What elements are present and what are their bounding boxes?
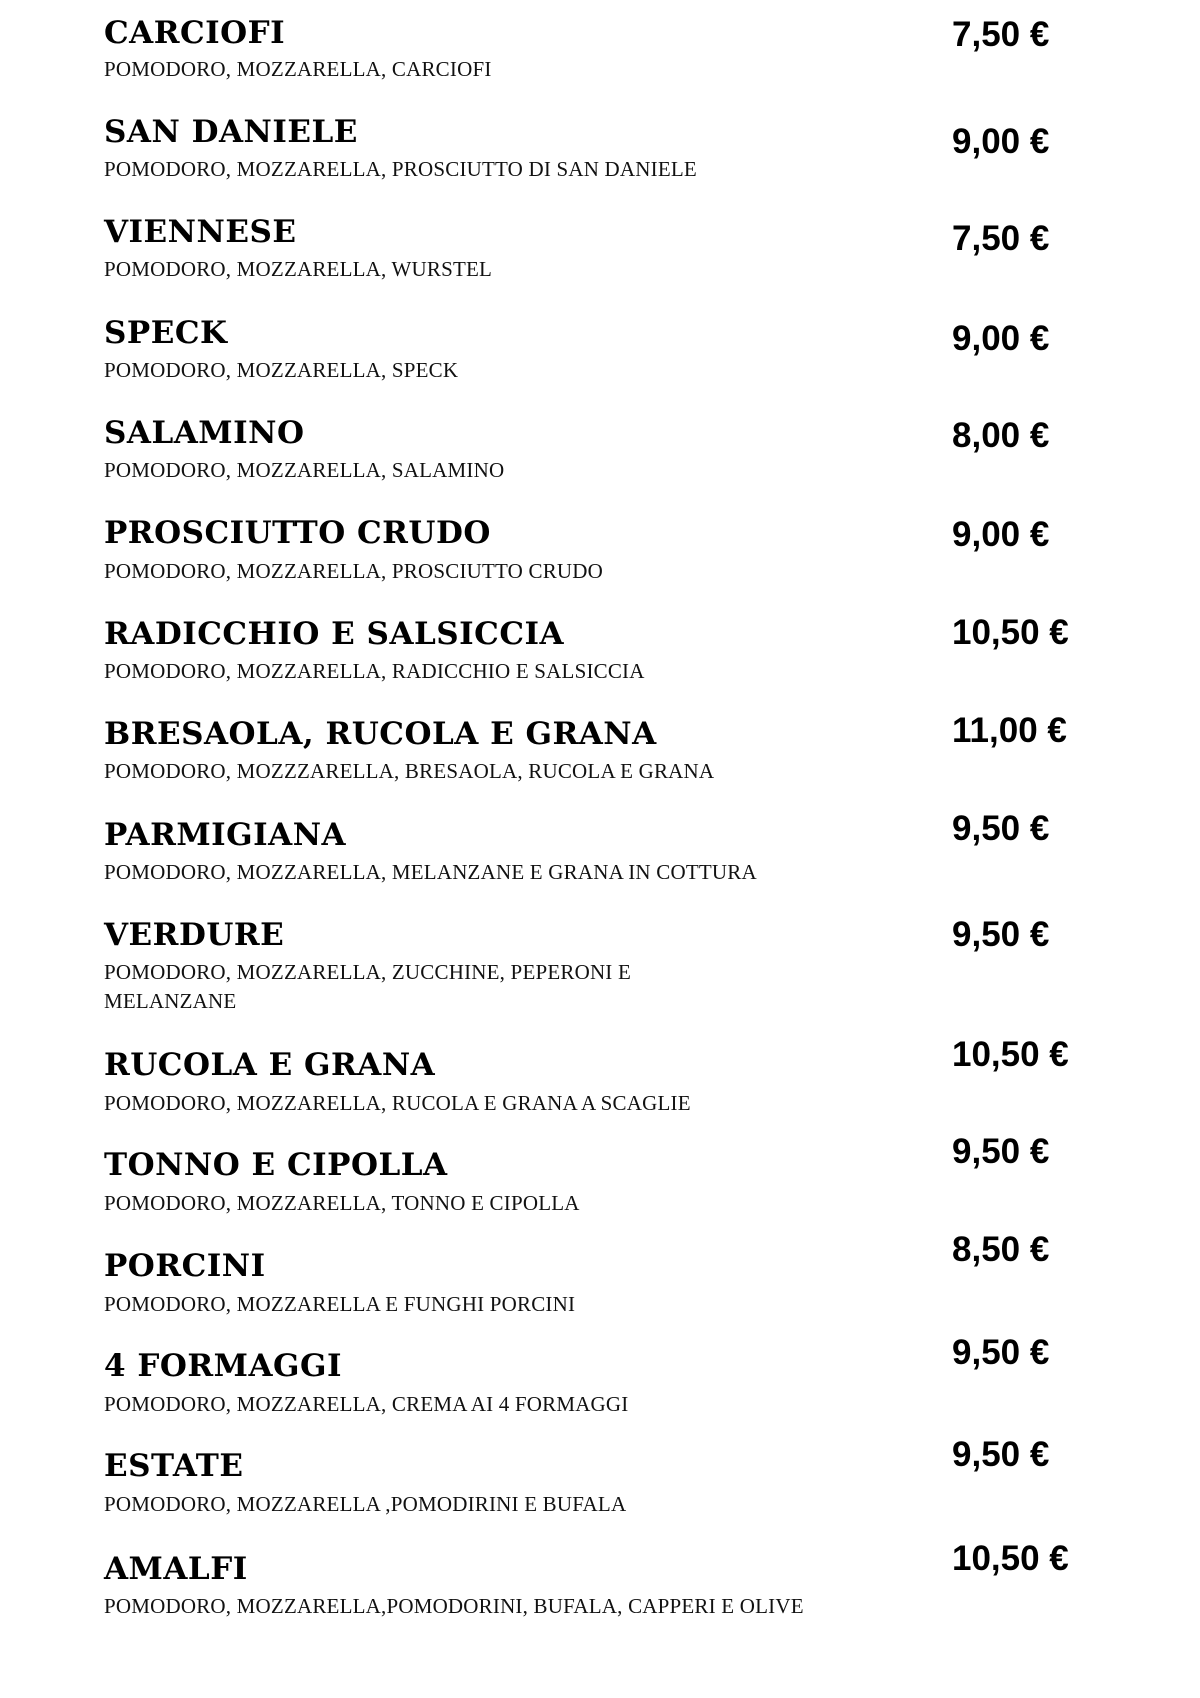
item-price: 9,50 €: [952, 1333, 1050, 1372]
item-name: SALAMINO: [104, 415, 305, 451]
item-price: 9,00 €: [952, 122, 1050, 161]
item-ingredients: POMODORO, MOZZARELLA, MELANZANE E GRANA IN COTTURA: [104, 860, 757, 884]
item-ingredients: POMODORO, MOZZARELLA, TONNO E CIPOLLA: [104, 1191, 580, 1215]
item-ingredients: POMODORO, MOZZARELLA, SPECK: [104, 358, 459, 382]
item-price: 7,50 €: [952, 15, 1050, 54]
item-name: VERDURE: [104, 917, 285, 953]
item-price: 9,50 €: [952, 809, 1050, 848]
item-price: 9,50 €: [952, 1435, 1050, 1474]
item-price: 8,00 €: [952, 416, 1050, 455]
item-name: AMALFI: [104, 1551, 248, 1587]
item-price: 10,50 €: [952, 1539, 1069, 1578]
item-name: VIENNESE: [104, 214, 297, 250]
item-ingredients: POMODORO, MOZZARELLA, PROSCIUTTO DI SAN DANIELE: [104, 157, 697, 181]
item-name: CARCIOFI: [104, 15, 286, 51]
item-price: 8,50 €: [952, 1230, 1050, 1269]
item-name: BRESAOLA, RUCOLA E GRANA: [104, 716, 657, 752]
item-ingredients: POMODORO, MOZZARELLA ,POMODIRINI E BUFALA: [104, 1492, 627, 1516]
item-name: TONNO E CIPOLLA: [104, 1147, 448, 1183]
item-price: 9,50 €: [952, 1132, 1050, 1171]
item-ingredients: POMODORO, MOZZARELLA, ZUCCHINE, PEPERONI E MELANZANE: [104, 960, 631, 1013]
item-name: PROSCIUTTO CRUDO: [104, 515, 491, 551]
item-ingredients: POMODORO, MOZZARELLA, CARCIOFI: [104, 57, 492, 81]
item-price: 7,50 €: [952, 219, 1050, 258]
item-name: RADICCHIO E SALSICCIA: [104, 616, 565, 652]
item-ingredients: POMODORO, MOZZARELLA, CREMA AI 4 FORMAGGI: [104, 1392, 629, 1416]
item-price: 9,50 €: [952, 915, 1050, 954]
item-name: SPECK: [104, 315, 228, 351]
item-price: 9,00 €: [952, 515, 1050, 554]
item-name: PARMIGIANA: [104, 817, 347, 853]
item-ingredients: POMODORO, MOZZARELLA E FUNGHI PORCINI: [104, 1292, 576, 1316]
item-ingredients: POMODORO, MOZZARELLA,POMODORINI, BUFALA, CAPPERI E OLIVE: [104, 1594, 804, 1618]
item-name: SAN DANIELE: [104, 114, 358, 150]
item-price: 10,50 €: [952, 613, 1069, 652]
item-name: 4 FORMAGGI: [104, 1348, 342, 1384]
item-name: RUCOLA E GRANA: [104, 1047, 436, 1083]
item-ingredients: POMODORO, MOZZZARELLA, BRESAOLA, RUCOLA E GRANA: [104, 759, 715, 783]
item-ingredients: POMODORO, MOZZARELLA, RUCOLA E GRANA A SCAGLIE: [104, 1091, 691, 1115]
item-ingredients: POMODORO, MOZZARELLA, PROSCIUTTO CRUDO: [104, 559, 603, 583]
item-ingredients: POMODORO, MOZZARELLA, RADICCHIO E SALSICCIA: [104, 659, 645, 683]
item-ingredients: POMODORO, MOZZARELLA, SALAMINO: [104, 458, 505, 482]
item-price: 11,00 €: [952, 711, 1067, 750]
item-price: 9,00 €: [952, 319, 1050, 358]
item-ingredients: POMODORO, MOZZARELLA, WURSTEL: [104, 257, 493, 281]
item-name: ESTATE: [104, 1448, 244, 1484]
item-name: PORCINI: [104, 1248, 266, 1284]
item-price: 10,50 €: [952, 1035, 1069, 1074]
